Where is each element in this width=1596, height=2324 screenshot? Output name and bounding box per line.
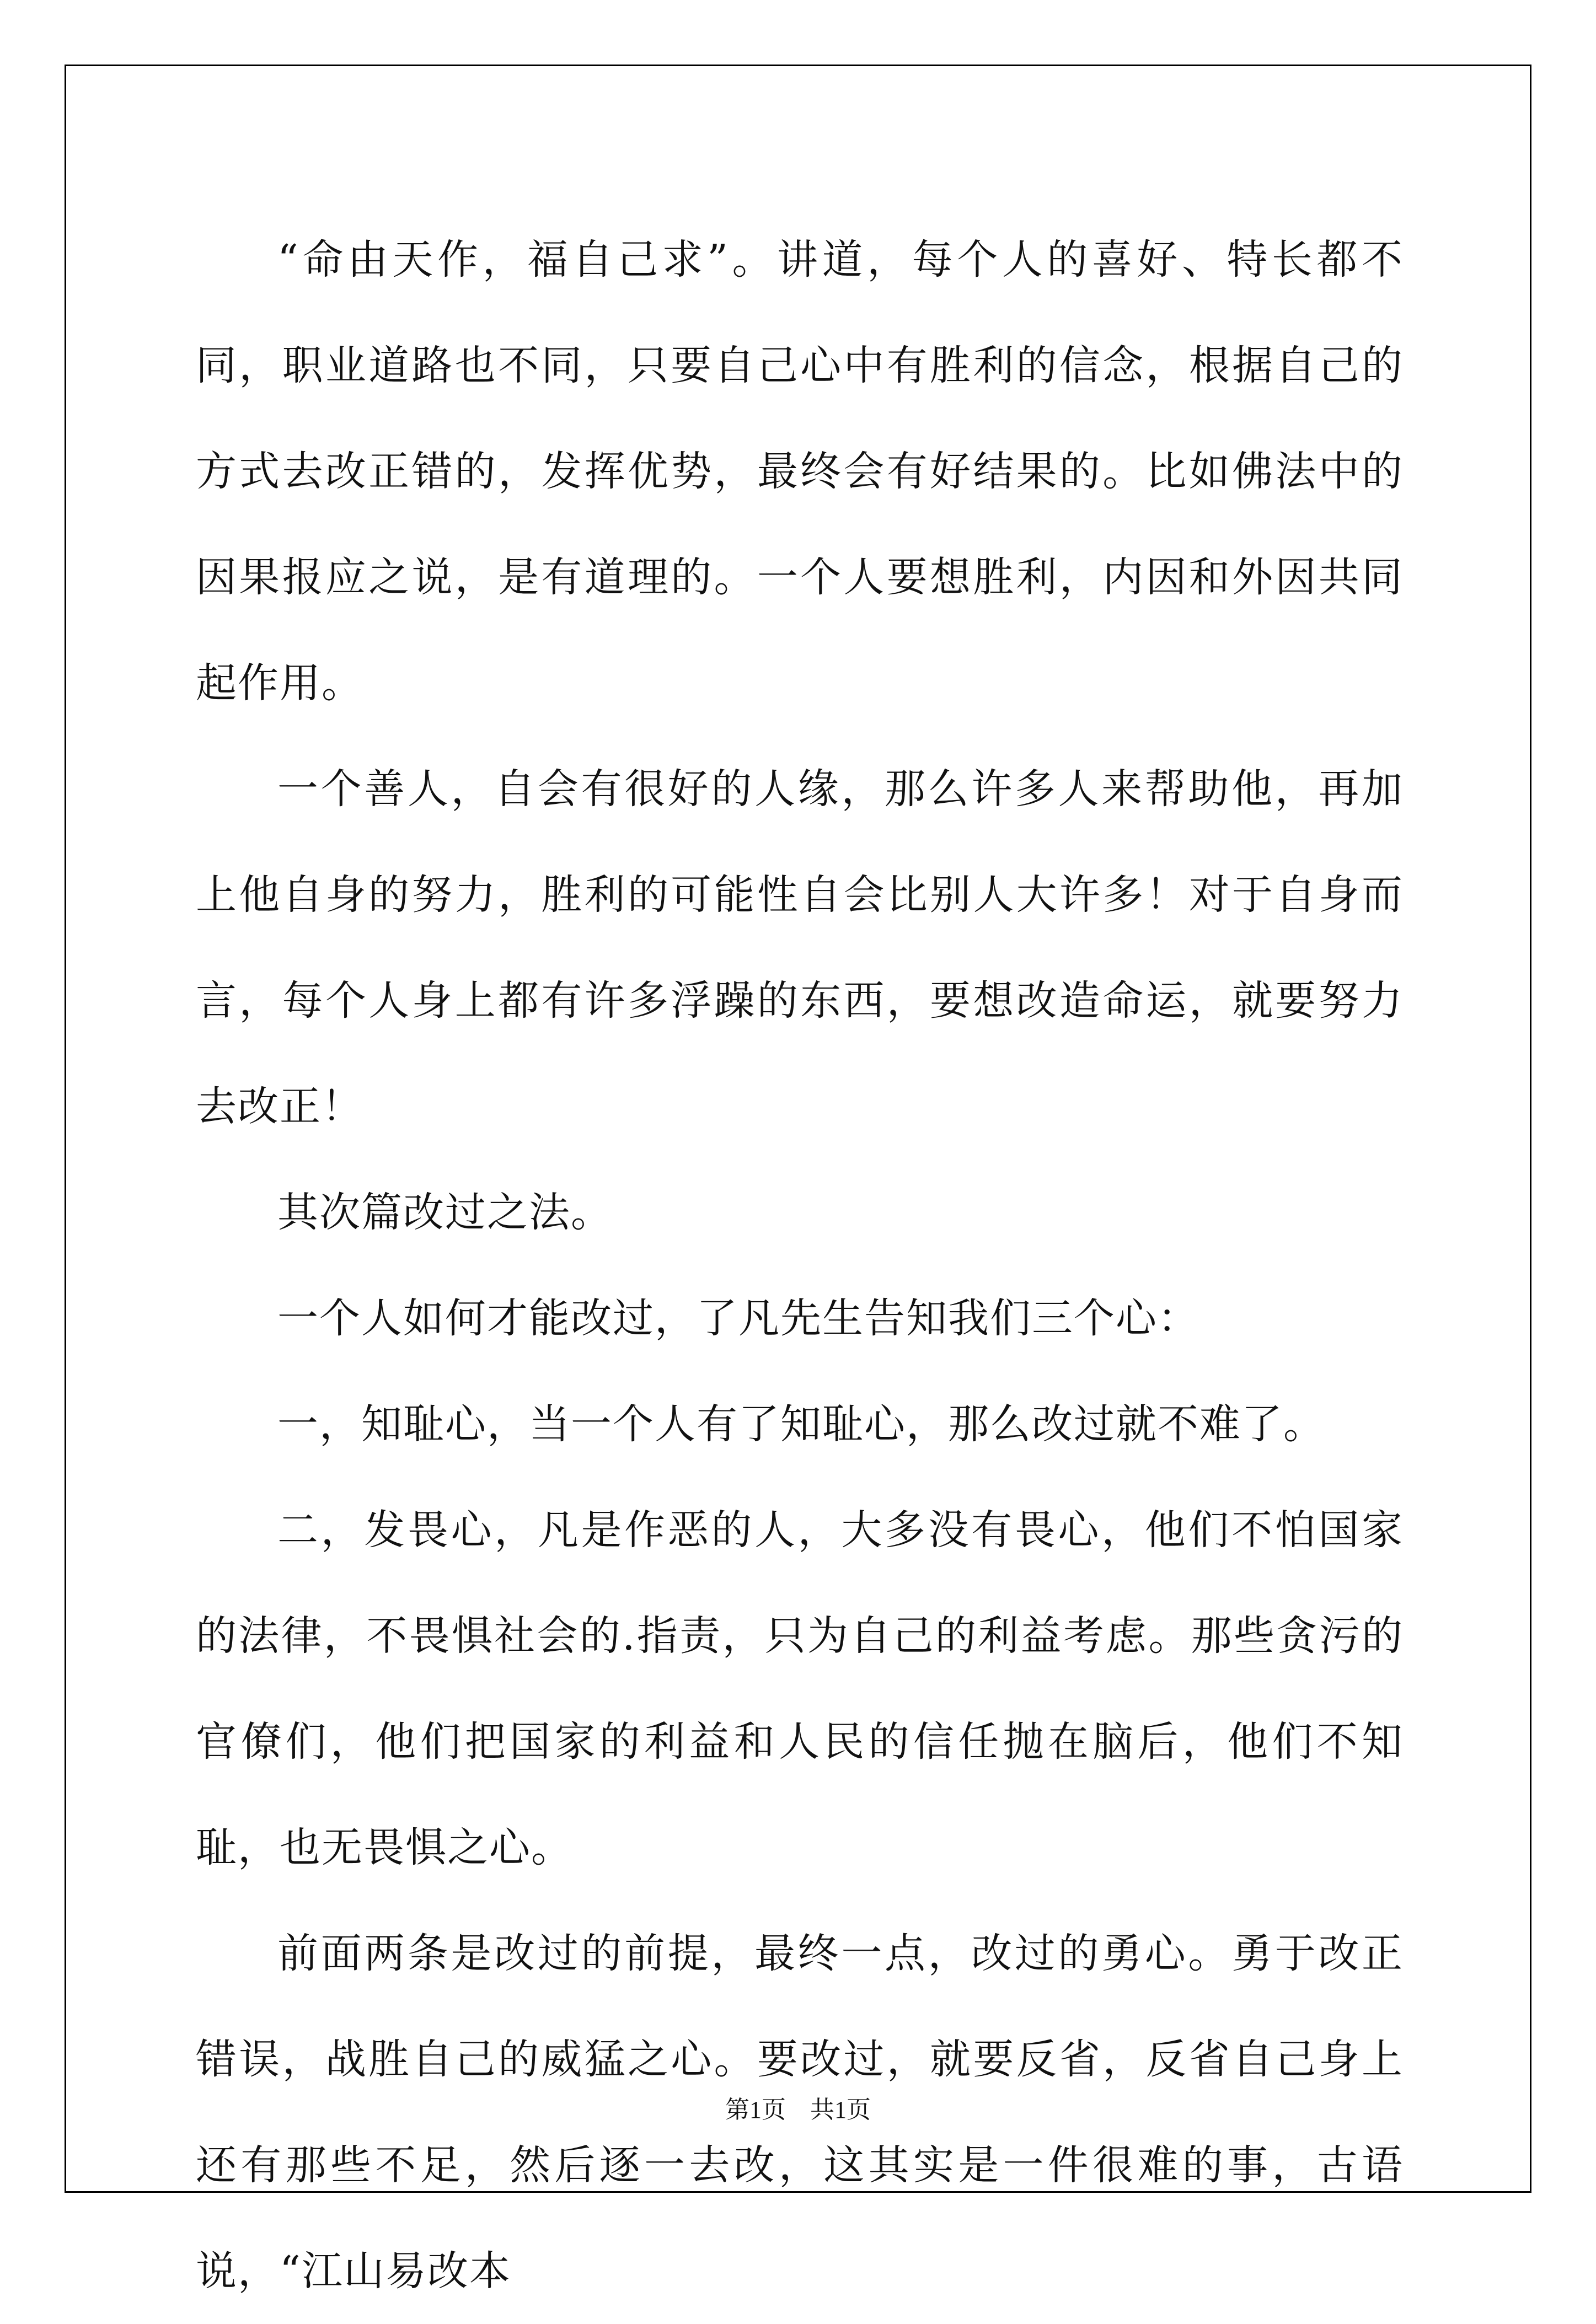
- paragraph: 一个人如何才能改过，了凡先生告知我们三个心：: [277, 1295, 1199, 1342]
- paragraph: 前面两条是改过的前提，最终一点，改过的勇心。勇于改正错误，战胜自己的威猛之心。要改过，就要反省，反省自己身上还有那些不足，然后逐一去改，这其实是一件很难的事，古语说，“江山易改本: [196, 1930, 1404, 2295]
- paragraph: 一，知耻心，当一个人有了知耻心，那么改过就不难了。: [277, 1400, 1325, 1448]
- document-body: [196, 207, 1404, 2324]
- paragraph: 其次篇改过之法。: [277, 1189, 613, 1236]
- paragraph: 一个善人，自会有很好的人缘，那么许多人来帮助他，再加上他自身的努力，胜利的可能性自会比别人大许多！对于自身而言，每个人身上都有许多浮躁的东西，要想改造命运，就要努力去改正！: [196, 765, 1404, 1130]
- page-footer: 第1页 共1页: [725, 2096, 871, 2123]
- paragraph: “命由天作，福自己求”。讲道，每个人的喜好、特长都不同，职业道路也不同，只要自己心中有胜利的信念，根据自己的方式去改正错的，发挥优势，最终会有好结果的。比如佛法中的因果报应之说，是有道理的。一个人要想胜利，内因和外因共同起作用。: [196, 236, 1404, 707]
- paragraph: 二，发畏心，凡是作恶的人，大多没有畏心，他们不怕国家的法律，不畏惧社会的.指责，只为自己的利益考虑。那些贪污的官僚们，他们把国家的利益和人民的信任抛在脑后，他们不知耻，也无畏惧之心。: [196, 1506, 1404, 1871]
